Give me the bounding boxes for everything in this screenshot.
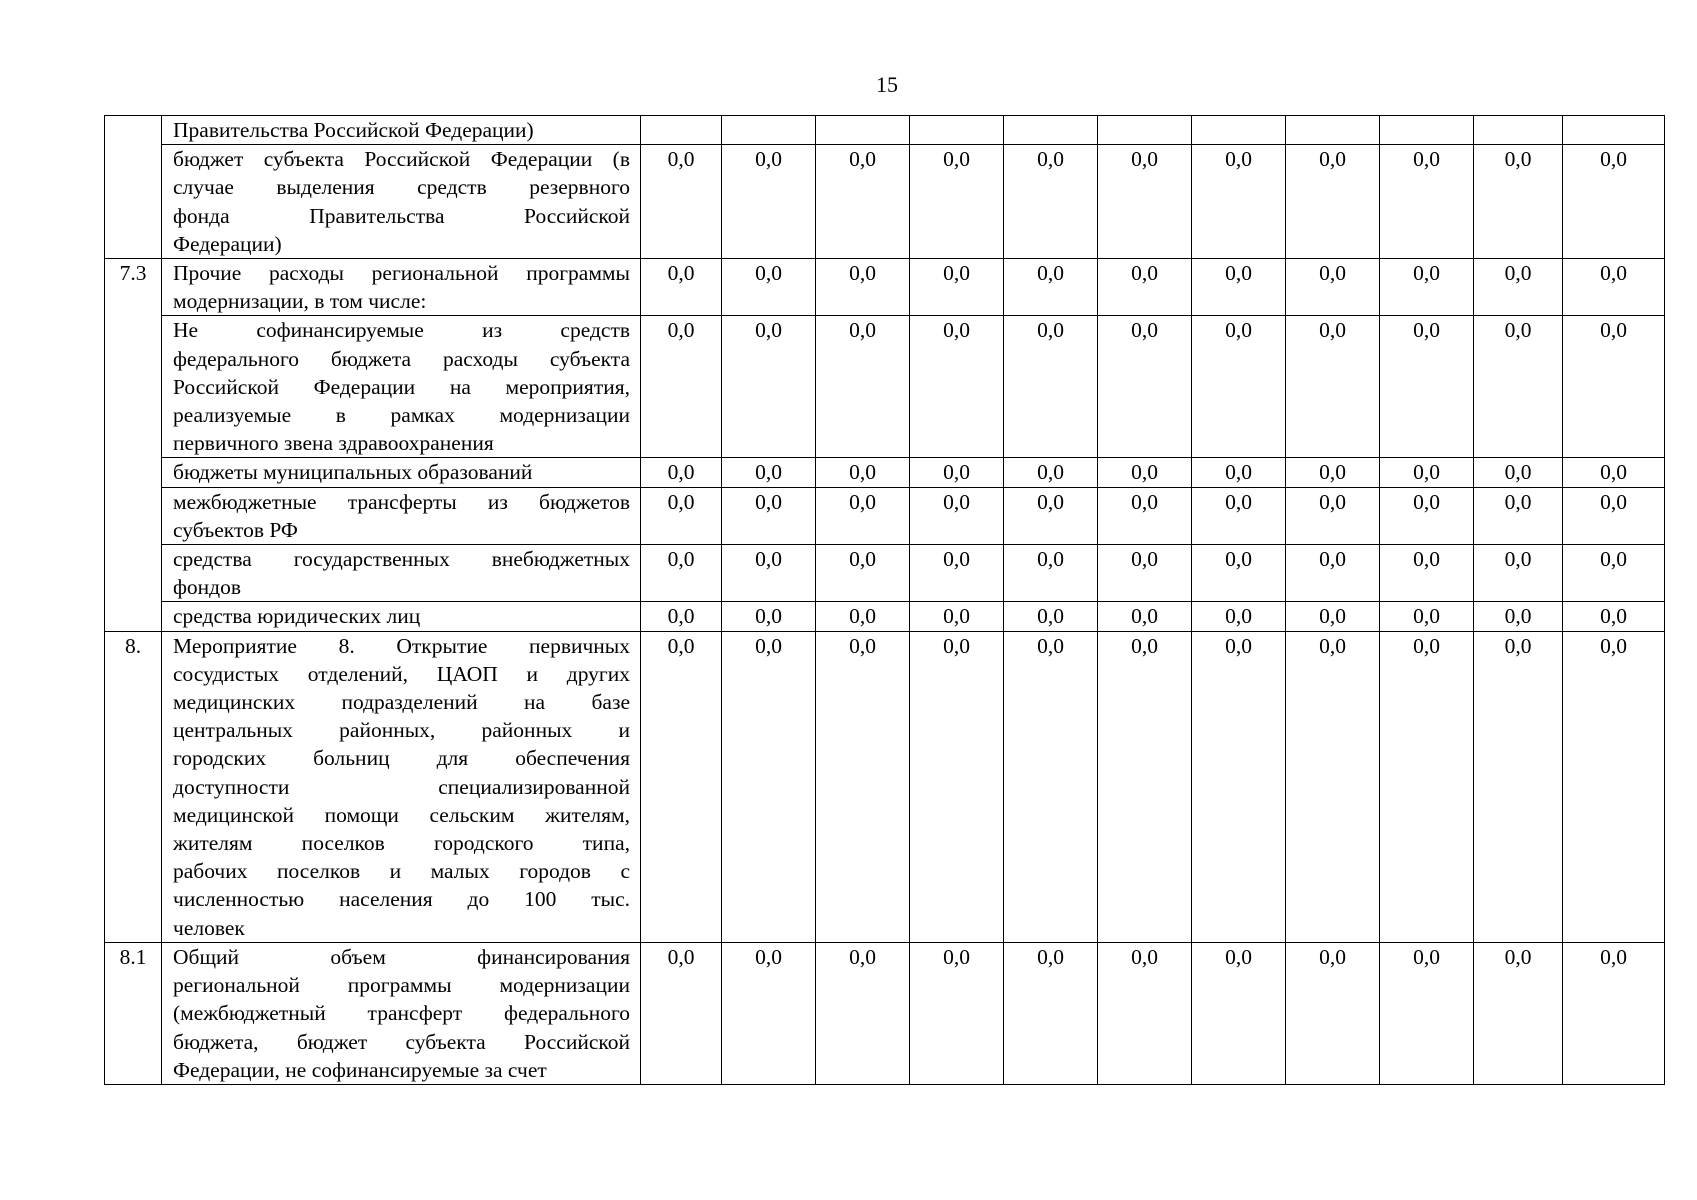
value-cell: 0,0: [910, 145, 1004, 259]
value-cell: 0,0: [1380, 487, 1474, 544]
value-cell: 0,0: [1098, 259, 1192, 316]
value-cell: 0,0: [1192, 458, 1286, 487]
value-cell: 0,0: [910, 942, 1004, 1084]
value-cell: 0,0: [722, 942, 816, 1084]
value-cell: 0,0: [641, 145, 722, 259]
value-cell: 0,0: [1380, 942, 1474, 1084]
value-cell: 0,0: [1563, 316, 1665, 458]
description-cell: [162, 631, 641, 942]
value-cell: 0,0: [641, 942, 722, 1084]
value-cell: 0,0: [1563, 145, 1665, 259]
value-cell: 0,0: [1004, 602, 1098, 631]
value-cell: 0,0: [816, 545, 910, 602]
value-cell: 0,0: [1286, 145, 1380, 259]
value-cell: 0,0: [816, 259, 910, 316]
description-line: медицинской помощи сельским жителям,: [173, 802, 630, 827]
row-number: 7.3: [119, 261, 147, 286]
description-line: первичного звена здравоохранения: [173, 431, 494, 456]
description-line: численностью населения до 100 тыс.: [173, 887, 630, 912]
value-cell: 0,0: [1004, 487, 1098, 544]
value-cell: 0,0: [1474, 316, 1563, 458]
value-cell: 0,0: [722, 458, 816, 487]
value-cell: 0,0: [1474, 942, 1563, 1084]
value-cell: 0,0: [1098, 942, 1192, 1084]
value-cell: 0,0: [816, 145, 910, 259]
value-cell: 0,0: [1192, 602, 1286, 631]
value-cell: 0,0: [722, 631, 816, 942]
description-line: межбюджетные трансферты из бюджетов: [173, 489, 630, 514]
description-line: реализуемые в рамках модернизации: [173, 403, 630, 428]
table-row: [105, 316, 1665, 458]
description-line: субъектов РФ: [173, 517, 298, 542]
description-cell: [162, 116, 641, 145]
value-cell: 0,0: [1098, 602, 1192, 631]
value-cell: [722, 116, 816, 145]
value-cell: 0,0: [1474, 602, 1563, 631]
description-line: Мероприятие 8. Открытие первичных: [173, 633, 630, 658]
value-cell: 0,0: [1004, 545, 1098, 602]
value-cell: [816, 116, 910, 145]
value-cell: [1098, 116, 1192, 145]
value-cell: 0,0: [1286, 631, 1380, 942]
value-cell: 0,0: [816, 316, 910, 458]
value-cell: 0,0: [1192, 631, 1286, 942]
value-cell: 0,0: [1474, 145, 1563, 259]
description-line: Федерации): [173, 231, 282, 256]
value-cell: 0,0: [1563, 458, 1665, 487]
table-row: [105, 942, 1665, 1084]
description-line: доступности специализированной: [173, 774, 630, 799]
description-cell: [162, 545, 641, 602]
value-cell: 0,0: [641, 631, 722, 942]
value-cell: [1474, 116, 1563, 145]
table-row: [105, 259, 1665, 316]
description-line: медицинских подразделений на базе: [173, 690, 630, 715]
value-cell: 0,0: [910, 458, 1004, 487]
value-cell: 0,0: [1380, 545, 1474, 602]
value-cell: 0,0: [1474, 631, 1563, 942]
value-cell: 0,0: [1004, 458, 1098, 487]
value-cell: 0,0: [910, 631, 1004, 942]
description-line: фонда Правительства Российской: [173, 203, 630, 228]
row-number-cell: [105, 942, 162, 1084]
table-row: [105, 458, 1665, 487]
description-line: федерального бюджета расходы субъекта: [173, 346, 630, 371]
description-cell: [162, 316, 641, 458]
value-cell: 0,0: [1004, 631, 1098, 942]
value-cell: [641, 116, 722, 145]
value-cell: 0,0: [1563, 602, 1665, 631]
value-cell: 0,0: [1004, 316, 1098, 458]
description-cell: [162, 942, 641, 1084]
value-cell: 0,0: [1563, 487, 1665, 544]
value-cell: 0,0: [1286, 942, 1380, 1084]
description-line: городских больниц для обеспечения: [173, 746, 630, 771]
row-number: 8.1: [119, 944, 147, 969]
value-cell: [1563, 116, 1665, 145]
description-line: Общий объем финансирования: [173, 944, 630, 969]
value-cell: 0,0: [641, 487, 722, 544]
value-cell: 0,0: [1098, 545, 1192, 602]
description-line: Не софинансируемые из средств: [173, 318, 630, 343]
value-cell: 0,0: [1192, 259, 1286, 316]
value-cell: 0,0: [1286, 259, 1380, 316]
description-line: средства юридических лиц: [173, 604, 421, 629]
value-cell: 0,0: [641, 259, 722, 316]
value-cell: 0,0: [1004, 145, 1098, 259]
table-body: [105, 116, 1665, 1085]
value-cell: 0,0: [1563, 631, 1665, 942]
value-cell: 0,0: [1098, 487, 1192, 544]
description-line: сосудистых отделений, ЦАОП и других: [173, 661, 630, 686]
description-line: жителям поселков городского типа,: [173, 831, 630, 856]
value-cell: 0,0: [722, 145, 816, 259]
description-line: центральных районных, районных и: [173, 718, 630, 743]
value-cell: 0,0: [641, 545, 722, 602]
value-cell: 0,0: [641, 602, 722, 631]
value-cell: 0,0: [1286, 602, 1380, 631]
table-row: [105, 545, 1665, 602]
value-cell: 0,0: [1004, 259, 1098, 316]
description-line: региональной программы модернизации: [173, 973, 630, 998]
value-cell: 0,0: [1192, 487, 1286, 544]
row-number-cell: [105, 631, 162, 942]
description-line: модернизации, в том числе:: [173, 289, 427, 314]
table-row: [105, 116, 1665, 145]
value-cell: 0,0: [641, 316, 722, 458]
value-cell: 0,0: [1286, 487, 1380, 544]
description-line: бюджет субъекта Российской Федерации (в: [173, 147, 630, 172]
value-cell: 0,0: [910, 602, 1004, 631]
value-cell: [1286, 116, 1380, 145]
row-number-cell: [105, 259, 162, 632]
row-number-cell: [105, 116, 162, 259]
value-cell: 0,0: [1098, 631, 1192, 942]
value-cell: 0,0: [1380, 631, 1474, 942]
value-cell: 0,0: [1286, 316, 1380, 458]
description-line: фондов: [173, 575, 242, 600]
value-cell: 0,0: [1192, 545, 1286, 602]
value-cell: 0,0: [722, 487, 816, 544]
value-cell: 0,0: [1563, 942, 1665, 1084]
value-cell: 0,0: [722, 259, 816, 316]
value-cell: 0,0: [910, 487, 1004, 544]
value-cell: 0,0: [1380, 316, 1474, 458]
value-cell: [1380, 116, 1474, 145]
description-cell: [162, 458, 641, 487]
value-cell: 0,0: [910, 545, 1004, 602]
value-cell: 0,0: [1474, 259, 1563, 316]
value-cell: 0,0: [1474, 487, 1563, 544]
description-line: бюджета, бюджет субъекта Российской: [173, 1029, 630, 1054]
value-cell: 0,0: [1192, 145, 1286, 259]
value-cell: 0,0: [816, 631, 910, 942]
value-cell: 0,0: [1380, 259, 1474, 316]
value-cell: 0,0: [1192, 316, 1286, 458]
description-line: Правительства Российской Федерации): [173, 118, 534, 142]
value-cell: 0,0: [722, 602, 816, 631]
value-cell: 0,0: [910, 259, 1004, 316]
description-line: человек: [173, 915, 245, 940]
value-cell: [1004, 116, 1098, 145]
value-cell: 0,0: [1192, 942, 1286, 1084]
value-cell: 0,0: [1380, 602, 1474, 631]
value-cell: 0,0: [722, 316, 816, 458]
value-cell: 0,0: [1004, 942, 1098, 1084]
table-row: [105, 487, 1665, 544]
value-cell: 0,0: [1380, 458, 1474, 487]
description-line: Российской Федерации на мероприятия,: [173, 374, 630, 399]
value-cell: [1192, 116, 1286, 145]
value-cell: 0,0: [1098, 316, 1192, 458]
description-line: бюджеты муниципальных образований: [173, 460, 533, 485]
description-line: рабочих поселков и малых городов с: [173, 859, 630, 884]
description-line: (межбюджетный трансферт федерального: [173, 1001, 630, 1026]
page-number: 15: [876, 72, 898, 97]
value-cell: 0,0: [816, 602, 910, 631]
financing-table: [104, 115, 1665, 1085]
description-line: Прочие расходы региональной программы: [173, 261, 630, 286]
value-cell: 0,0: [1098, 458, 1192, 487]
description-cell: [162, 487, 641, 544]
value-cell: 0,0: [816, 942, 910, 1084]
description-cell: [162, 259, 641, 316]
value-cell: 0,0: [1563, 259, 1665, 316]
value-cell: 0,0: [1563, 545, 1665, 602]
description-line: Федерации, не софинансируемые за счет: [173, 1057, 547, 1082]
value-cell: 0,0: [816, 487, 910, 544]
table-row: [105, 145, 1665, 259]
value-cell: 0,0: [1098, 145, 1192, 259]
row-number: 8.: [124, 633, 142, 658]
value-cell: 0,0: [816, 458, 910, 487]
value-cell: 0,0: [910, 316, 1004, 458]
value-cell: 0,0: [722, 545, 816, 602]
value-cell: 0,0: [1474, 458, 1563, 487]
value-cell: 0,0: [1286, 458, 1380, 487]
value-cell: 0,0: [641, 458, 722, 487]
value-cell: 0,0: [1474, 545, 1563, 602]
description-cell: [162, 602, 641, 631]
table-row: [105, 631, 1665, 942]
description-line: средства государственных внебюджетных: [173, 547, 630, 572]
table-row: [105, 602, 1665, 631]
description-line: случае выделения средств резервного: [173, 175, 630, 200]
value-cell: 0,0: [1380, 145, 1474, 259]
description-cell: [162, 145, 641, 259]
value-cell: 0,0: [1286, 545, 1380, 602]
value-cell: [910, 116, 1004, 145]
